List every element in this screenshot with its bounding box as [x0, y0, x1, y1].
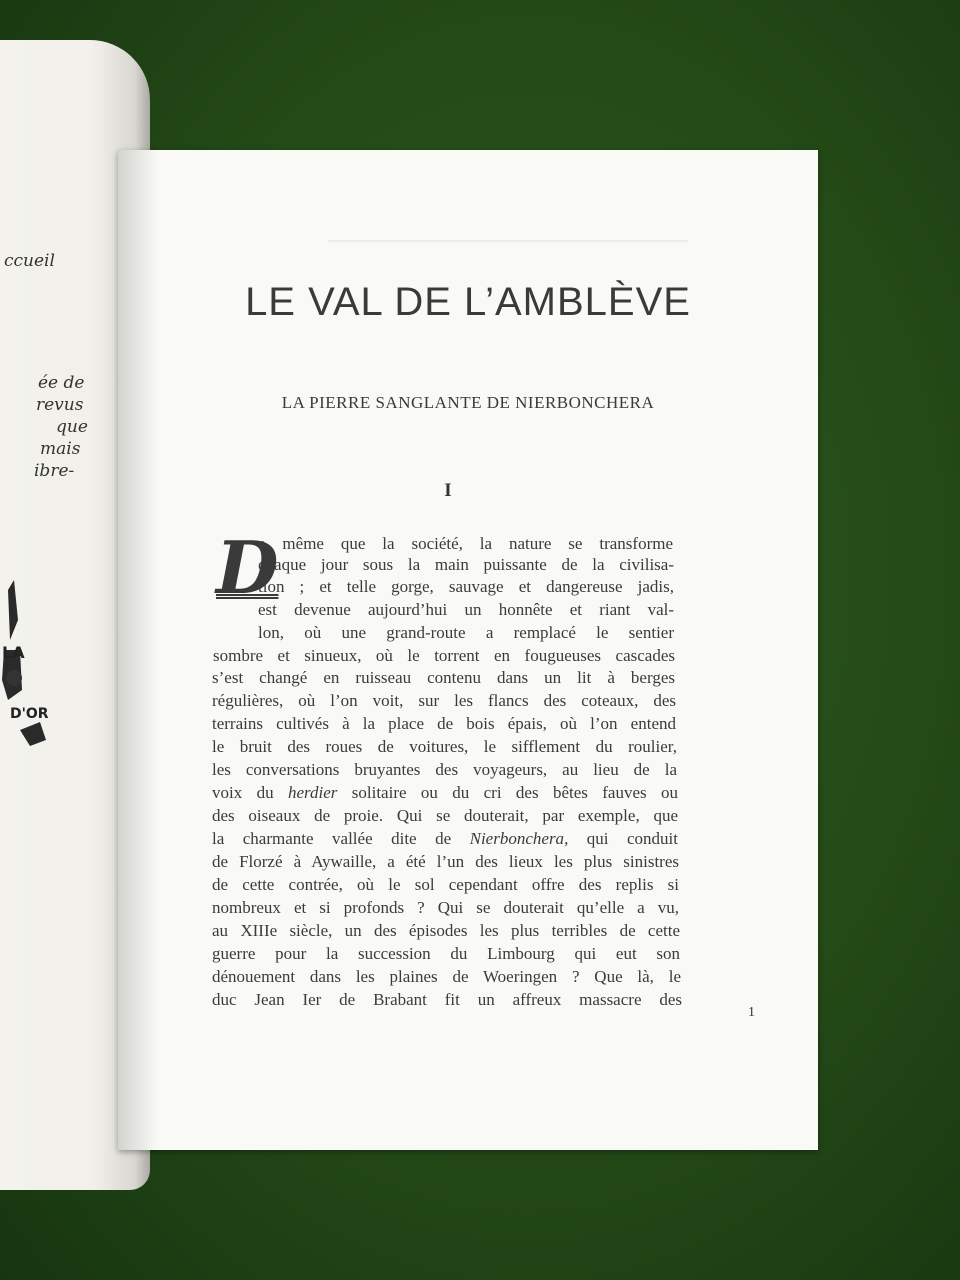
text-line: est devenue aujourd’hui un honnête et riant val- — [258, 600, 674, 619]
text-line: régulières, où l’on voit, sur les flancs des coteaux, des — [212, 691, 676, 710]
text-line — [212, 829, 678, 849]
text-line: des oiseaux de proie. Qui se douterait, par exemple, que — [212, 806, 678, 825]
text-segment: voix du — [212, 783, 288, 802]
page-subtitle: LA PIERRE SANGLANTE DE NIERBONCHERA — [281, 393, 655, 412]
text-line: terrains cultivés à la place de bois épais, où l’on entend — [212, 714, 676, 733]
text-line: chaque jour sous la main puissante de la civilisa- — [258, 555, 674, 574]
text-line: tion ; et telle gorge, sauvage et dangereuse jadis, — [258, 577, 674, 596]
left-page-illustration — [0, 580, 100, 780]
text-line: sombre et sinueux, où le torrent en fougueuses cascades — [213, 646, 675, 665]
art-letters-la: LA — [2, 643, 25, 662]
left-text-fragment: que — [56, 417, 88, 437]
text-line — [212, 783, 678, 803]
left-text-fragment: revus — [36, 395, 84, 415]
text-line: de Florzé à Aywaille, a été l’un des lieux les plus sinistres — [212, 852, 679, 871]
italic-term: Nierbonchera — [469, 829, 565, 848]
art-letters-dor: D'OR — [10, 706, 49, 722]
text-line: duc Jean Ier de Brabant fit un affreux massacre des — [212, 990, 682, 1009]
text-line: de cette contrée, où le sol cependant offre des replis si — [212, 875, 679, 894]
page-gutter-shadow — [118, 150, 158, 1150]
page-title: LE VAL DE L’AMBLÈVE — [245, 280, 691, 324]
left-text-fragment: ée de — [38, 373, 85, 393]
right-page — [118, 150, 818, 1150]
left-text-fragment: ibre- — [34, 461, 75, 481]
text-segment: la charmante vallée dite de — [212, 829, 470, 848]
page-number: 1 — [748, 1005, 755, 1020]
text-line: lon, où une grand-route a remplacé le sentier — [258, 623, 674, 642]
chapter-number: I — [444, 480, 452, 501]
bleed-through — [328, 240, 688, 242]
text-segment: solitaire ou du cri des bêtes fauves ou — [337, 783, 678, 802]
left-text-fragment: mais — [40, 439, 81, 459]
text-segment: , qui conduit — [564, 829, 679, 848]
italic-term: herdier — [287, 783, 338, 802]
drop-cap: D — [216, 525, 279, 610]
text-line: les conversations bruyantes des voyageurs, au lieu de la — [212, 760, 677, 779]
text-line: e même que la société, la nature se transforme — [258, 534, 673, 553]
text-line: au XIIIe siècle, un des épisodes les plus terribles de cette — [212, 921, 680, 940]
text-line: guerre pour la succession du Limbourg qui eut son — [212, 944, 680, 963]
text-line: nombreux et si profonds ? Qui se douterait qu’elle a vu, — [212, 898, 679, 917]
text-line: dénouement dans les plaines de Woeringen ? Que là, le — [212, 967, 681, 986]
text-line: le bruit des roues de voitures, le sifflement du roulier, — [212, 737, 677, 756]
left-text-fragment: ccueil — [4, 251, 55, 271]
text-line: s’est changé en ruisseau contenu dans un lit à berges — [212, 668, 675, 687]
